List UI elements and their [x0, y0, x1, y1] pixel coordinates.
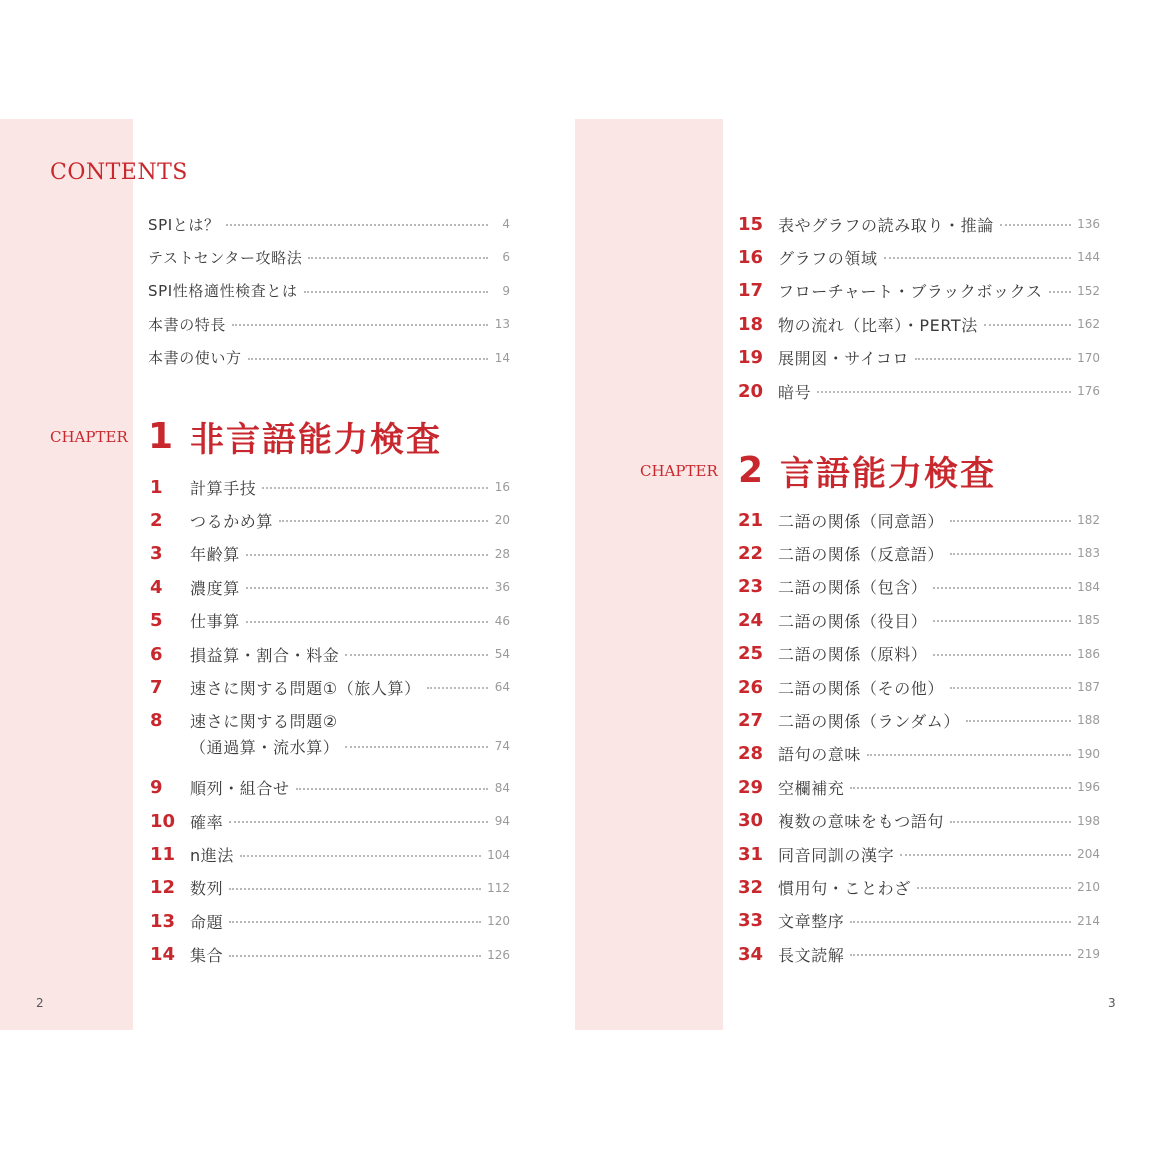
dot-leader: [917, 887, 1071, 889]
entry-title: 物の流れ（比率）・PERT法: [778, 315, 978, 335]
entry-title: 二語の関係（役目）: [778, 611, 928, 631]
dot-leader: [262, 487, 488, 489]
toc-entry-continued: [150, 733, 510, 759]
toc-entry: [150, 875, 510, 901]
entry-page: 13: [494, 317, 510, 332]
toc-entry: [150, 507, 510, 533]
chapter-number: 1: [148, 416, 174, 457]
entry-page: 46: [494, 613, 510, 628]
entry-number: 10: [150, 810, 176, 832]
dot-leader: [950, 821, 1071, 823]
toc-entry: [738, 774, 1100, 800]
toc-entry: [150, 574, 510, 600]
entry-title: 同音同訓の漢字: [778, 845, 895, 865]
contents-heading: CONTENTS: [50, 160, 188, 185]
entry-number: 25: [738, 643, 764, 665]
entry-title: 計算手技: [190, 478, 257, 498]
dot-leader: [279, 520, 488, 522]
entry-title: 空欄補充: [778, 778, 845, 798]
entry-number: 33: [738, 910, 764, 932]
entry-title: 濃度算: [190, 578, 240, 598]
toc-entry: [150, 608, 510, 634]
entry-page: 84: [494, 780, 510, 795]
entry-page: 4: [502, 217, 510, 231]
chapter-2-heading: [640, 446, 996, 495]
toc-entry: [738, 278, 1100, 304]
dot-leader: [296, 788, 488, 790]
entry-page: 184: [1077, 579, 1100, 594]
entry-page: 9: [502, 283, 510, 298]
entry-page: 182: [1077, 513, 1100, 527]
entry-title: グラフの領域: [778, 248, 878, 268]
entry-number: 20: [738, 380, 764, 402]
dot-leader: [232, 324, 488, 326]
entry-page: 74: [494, 739, 510, 754]
dot-leader: [229, 955, 481, 957]
entry-title: 命題: [190, 912, 224, 932]
toc-entry: [738, 707, 1100, 733]
toc-entry: [738, 908, 1100, 934]
toc-entry: [738, 874, 1100, 900]
entry-number: 15: [738, 213, 764, 235]
toc-entry: [738, 540, 1100, 566]
dot-leader: [950, 553, 1071, 555]
chapter-title: 言語能力検査: [780, 454, 996, 494]
entry-title: SPIとは？: [148, 215, 220, 234]
chapter-number: 2: [738, 450, 764, 491]
entry-page: 185: [1077, 613, 1100, 628]
entry-page: 16: [494, 480, 510, 494]
dot-leader: [933, 654, 1071, 656]
entry-title: 二語の関係（反意語）: [778, 544, 945, 564]
dot-leader: [867, 754, 1071, 756]
entry-title: 順列・組合せ: [190, 779, 290, 799]
toc-entry: [148, 311, 510, 337]
entry-number: 32: [738, 876, 764, 898]
entry-title: 展開図・サイコロ: [778, 349, 910, 369]
toc-entry: [148, 345, 510, 371]
entry-page: 219: [1077, 947, 1100, 962]
page-number-left: 2: [36, 996, 44, 1010]
entry-number: 29: [738, 776, 764, 798]
dot-leader: [427, 687, 488, 689]
dot-leader: [1049, 291, 1071, 293]
left-margin-band: [0, 119, 133, 1030]
dot-leader: [1000, 224, 1071, 226]
entry-page: 187: [1077, 680, 1100, 694]
entry-page: 14: [494, 350, 510, 365]
entry-title: テストセンター攻略法: [148, 248, 303, 267]
entry-page: 214: [1077, 913, 1100, 928]
entry-number: 24: [738, 609, 764, 631]
entry-page: 112: [487, 880, 510, 895]
entry-title: 数列: [190, 879, 224, 899]
entry-page: 126: [487, 947, 510, 962]
dot-leader: [950, 520, 1071, 522]
toc-entry: [150, 842, 510, 868]
toc-entry: [738, 641, 1100, 667]
entry-number: 21: [738, 509, 764, 531]
entry-page: 186: [1077, 646, 1100, 661]
dot-leader: [915, 358, 1071, 360]
dot-leader: [933, 620, 1071, 622]
toc-entry: [738, 841, 1100, 867]
entry-page: 210: [1077, 880, 1100, 895]
entry-number: 4: [150, 576, 163, 598]
entry-title: n進法: [190, 846, 234, 865]
entry-title: 本書の特長: [148, 315, 227, 334]
dot-leader: [246, 554, 488, 556]
entry-number: 8: [150, 710, 163, 732]
entry-title: 二語の関係（その他）: [778, 678, 945, 698]
entry-title: 年齢算: [190, 545, 240, 565]
toc-entry: [738, 345, 1100, 371]
toc-entry: [738, 244, 1100, 270]
entry-page: 36: [494, 580, 510, 595]
entry-page: 196: [1077, 780, 1100, 795]
dot-leader: [900, 854, 1071, 856]
entry-page: 204: [1077, 847, 1100, 861]
dot-leader: [229, 888, 481, 890]
toc-entry: [150, 541, 510, 567]
toc-entry: [150, 674, 510, 700]
entry-number: 7: [150, 676, 163, 698]
entry-title: 集合: [190, 946, 224, 966]
entry-number: 5: [150, 610, 163, 632]
entry-title: 複数の意味をもつ語句: [778, 812, 945, 832]
toc-entry: [150, 474, 510, 500]
entry-page: 162: [1077, 317, 1100, 332]
entry-title: 損益算・割合・料金: [190, 645, 340, 665]
dot-leader: [308, 257, 488, 259]
dot-leader: [345, 654, 488, 656]
dot-leader: [229, 821, 488, 823]
entry-title: 二語の関係（ランダム）: [778, 711, 960, 731]
toc-entry: [150, 775, 510, 801]
entry-page: 104: [487, 847, 510, 862]
entry-number: 2: [150, 509, 163, 531]
entry-page: 64: [494, 680, 510, 695]
toc-entry: [738, 741, 1100, 767]
entry-page: 152: [1077, 283, 1100, 298]
right-margin-band: [575, 119, 723, 1030]
entry-number: 19: [738, 347, 764, 369]
chapter-label: CHAPTER: [640, 461, 718, 480]
dot-leader: [246, 587, 488, 589]
entry-title: 表やグラフの読み取り・推論: [778, 215, 994, 235]
dot-leader: [248, 358, 488, 360]
entry-page: 190: [1077, 746, 1100, 761]
entry-title: 語句の意味: [778, 745, 862, 765]
entry-number: 22: [738, 542, 764, 564]
dot-leader: [950, 687, 1071, 689]
entry-page: 136: [1077, 217, 1100, 231]
entry-number: 12: [150, 877, 176, 899]
dot-leader: [884, 257, 1071, 259]
entry-page: 28: [494, 546, 510, 561]
entry-page: 176: [1077, 384, 1100, 398]
entry-title: 長文読解: [778, 945, 845, 965]
entry-title: （通過算・流水算）: [190, 737, 340, 757]
toc-entry: [148, 278, 510, 304]
entry-page: 144: [1077, 250, 1100, 265]
entry-page: 198: [1077, 813, 1100, 828]
toc-entry: [150, 942, 510, 968]
toc-entry: [148, 211, 510, 237]
dot-leader: [850, 787, 1071, 789]
toc-entry: [150, 641, 510, 667]
entry-title: 二語の関係（包含）: [778, 578, 928, 598]
entry-number: 31: [738, 843, 764, 865]
entry-page: 6: [502, 250, 510, 265]
chapter-title: 非言語能力検査: [190, 420, 442, 460]
toc-entry: [738, 674, 1100, 700]
entry-page: 170: [1077, 350, 1100, 365]
toc-entry: [738, 607, 1100, 633]
entry-number: 13: [150, 910, 176, 932]
entry-page: 183: [1077, 546, 1100, 561]
dot-leader: [304, 291, 488, 293]
entry-title: つるかめ算: [190, 511, 274, 531]
toc-entry: [738, 808, 1100, 834]
entry-number: 30: [738, 810, 764, 832]
entry-number: 23: [738, 576, 764, 598]
dot-leader: [817, 391, 1071, 393]
entry-title: 速さに関する問題②: [190, 712, 338, 732]
entry-title: 文章整序: [778, 912, 845, 932]
entry-page: 20: [494, 513, 510, 528]
toc-entry: [738, 311, 1100, 337]
dot-leader: [246, 621, 488, 623]
entry-number: 9: [150, 777, 163, 799]
entry-page: 94: [494, 814, 510, 829]
dot-leader: [850, 921, 1071, 923]
entry-number: 16: [738, 246, 764, 268]
entry-title: 速さに関する問題①（旅人算）: [190, 678, 421, 698]
toc-entry: [738, 941, 1100, 967]
toc-entry: [150, 908, 510, 934]
entry-title: 慣用句・ことわざ: [778, 878, 911, 898]
entry-title: 二語の関係（同意語）: [778, 511, 945, 531]
entry-page: 120: [487, 914, 510, 929]
dot-leader: [226, 224, 488, 226]
entry-page: 54: [494, 647, 510, 661]
toc-entry: [738, 507, 1100, 533]
dot-leader: [229, 921, 481, 923]
toc-entry: [738, 211, 1100, 237]
dot-leader: [345, 746, 488, 748]
entry-title: 暗号: [778, 382, 812, 402]
entry-number: 28: [738, 743, 764, 765]
entry-number: 11: [150, 844, 176, 865]
chapter-label: CHAPTER: [50, 427, 128, 446]
entry-title: SPI性格適性検査とは: [148, 282, 298, 301]
entry-number: 1: [150, 476, 163, 498]
entry-number: 14: [150, 944, 176, 966]
toc-entry: [150, 808, 510, 834]
dot-leader: [850, 954, 1071, 956]
page-number-right: 3: [1108, 996, 1116, 1010]
dot-leader: [933, 587, 1071, 589]
dot-leader: [966, 720, 1071, 722]
toc-entry: [148, 244, 510, 270]
entry-number: 3: [150, 543, 163, 565]
entry-number: 6: [150, 643, 163, 665]
entry-number: 34: [738, 943, 764, 965]
dot-leader: [240, 855, 481, 857]
toc-entry: [738, 378, 1100, 404]
dot-leader: [984, 324, 1071, 326]
entry-page: 188: [1077, 713, 1100, 728]
toc-entry: [738, 574, 1100, 600]
entry-title: 確率: [190, 812, 224, 832]
entry-title: 仕事算: [190, 612, 240, 632]
entry-number: 18: [738, 313, 764, 335]
entry-title: フローチャート・ブラックボックス: [778, 282, 1043, 302]
entry-number: 26: [738, 676, 764, 698]
entry-title: 本書の使い方: [148, 349, 242, 368]
toc-entry: [150, 708, 510, 734]
entry-number: 27: [738, 709, 764, 731]
entry-number: 17: [738, 280, 764, 302]
chapter-1-heading: [50, 412, 442, 461]
entry-title: 二語の関係（原料）: [778, 645, 928, 665]
